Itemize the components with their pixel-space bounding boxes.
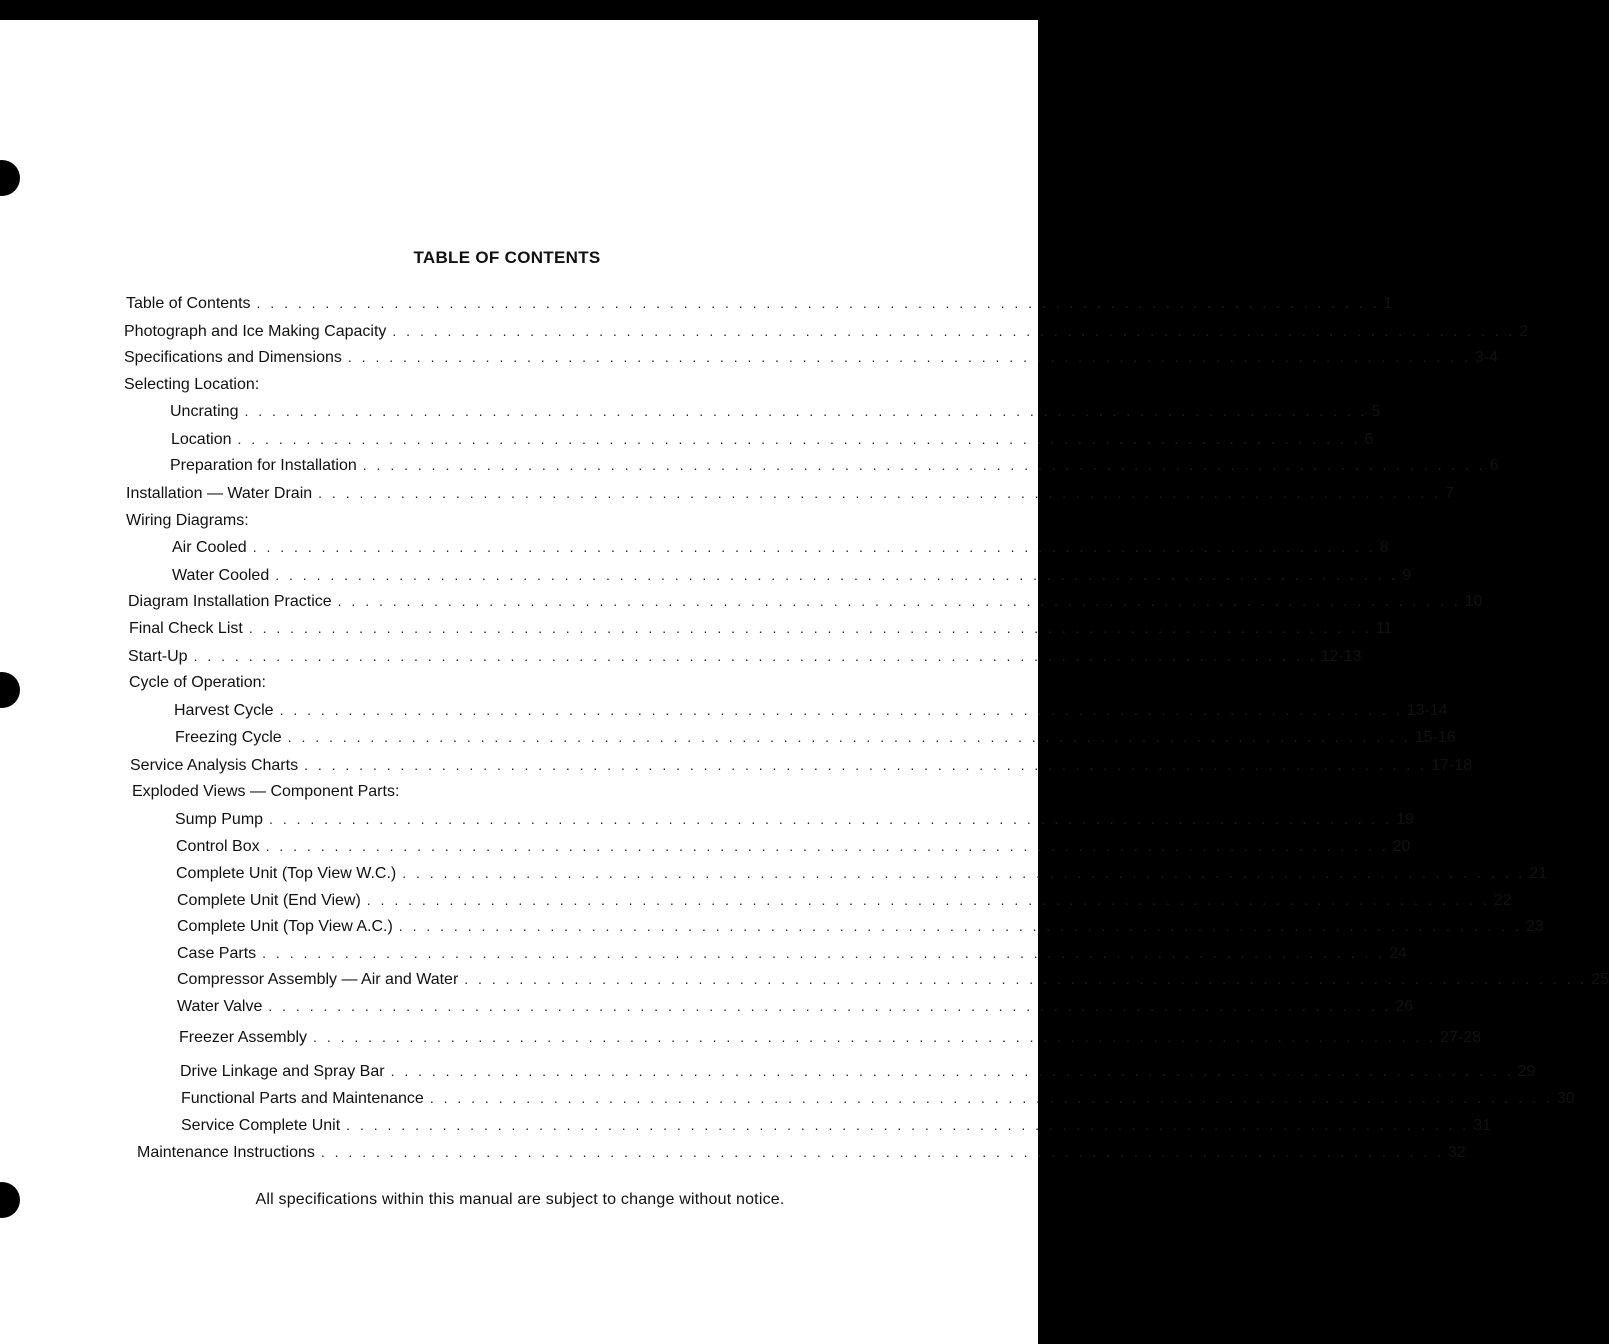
toc-entry-page: 3-4 <box>1474 349 1499 366</box>
toc-entry <box>174 700 1448 720</box>
dot-leader: . . . . . . . . . . . . . . . . . . . . . . . . . . . . . . . . . . . . . . . . . . . . . . . . . . . . . . . . . . . . . . . . . . . . . . . . . . . . . . . . . . <box>318 485 1442 501</box>
dot-leader: . . . . . . . . . . . . . . . . . . . . . . . . . . . . . . . . . . . . . . . . . . . . . . . . . . . . . . . . . . . . . . . . . . . . . . . . . . . . . . . . . . <box>262 945 1386 961</box>
toc-entry <box>180 1061 1536 1081</box>
toc-entry <box>171 429 1374 449</box>
toc-entry-page: 19 <box>1396 811 1414 828</box>
dot-leader: . . . . . . . . . . . . . . . . . . . . . . . . . . . . . . . . . . . . . . . . . . . . . . . . . . . . . . . . . . . . . . . . . . . . . . . . . . . . . . . . . . <box>304 757 1428 773</box>
toc-entry-page: 7 <box>1445 485 1455 502</box>
toc-entry-label: Freezing Cycle <box>175 729 282 746</box>
toc-entry <box>177 943 1407 963</box>
dot-leader: . . . . . . . . . . . . . . . . . . . . . . . . . . . . . . . . . . . . . . . . . . . . . . . . . . . . . . . . . . . . . . . . . . . . . . . . . . . . . . . . . . <box>256 295 1380 311</box>
dot-leader: . . . . . . . . . . . . . . . . . . . . . . . . . . . . . . . . . . . . . . . . . . . . . . . . . . . . . . . . . . . . . . . . . . . . . . . . . . . . . . . . . . <box>268 998 1392 1014</box>
document-page <box>0 20 1609 1344</box>
dot-leader: . . . . . . . . . . . . . . . . . . . . . . . . . . . . . . . . . . . . . . . . . . . . . . . . . . . . . . . . . . . . . . . . . . . . . . . . . . . . . . . . . . <box>402 865 1526 881</box>
toc-entry-label: Service Complete Unit <box>181 1117 341 1134</box>
toc-entry-label: Installation — Water Drain <box>126 485 313 502</box>
toc-entry-label: Case Parts <box>177 945 257 962</box>
toc-entry-label: Functional Parts and Maintenance <box>181 1090 424 1107</box>
dot-leader: . . . . . . . . . . . . . . . . . . . . . . . . . . . . . . . . . . . . . . . . . . . . . . . . . . . . . . . . . . . . . . . . . . . . . . . . . . . . . . . . . . <box>320 1144 1444 1160</box>
toc-entry-label: Location <box>171 431 232 448</box>
toc-entry <box>176 863 1548 883</box>
toc-entry <box>172 565 1412 585</box>
toc-entry-page: 24 <box>1389 945 1407 962</box>
dot-leader: . . . . . . . . . . . . . . . . . . . . . . . . . . . . . . . . . . . . . . . . . . . . . . . . . . . . . . . . . . . . . . . . . . . . . . . . . . . . . . . . . . <box>269 811 1393 827</box>
toc-entry-page: 6 <box>1489 457 1499 474</box>
toc-entry <box>170 455 1499 475</box>
toc-entry <box>126 293 1393 313</box>
toc-entry-page: 32 <box>1447 1144 1466 1161</box>
toc-entry-label: Final Check List <box>129 620 243 637</box>
toc-entry-label: Sump Pump <box>175 811 264 828</box>
toc-entry-label: Air Cooled <box>172 539 247 556</box>
toc-entry-page: 22 <box>1493 892 1512 909</box>
dot-leader: . . . . . . . . . . . . . . . . . . . . . . . . . . . . . . . . . . . . . . . . . . . . . . . . . . . . . . . . . . . . . . . . . . . . . . . . . . . . . . . . . . <box>248 620 1372 636</box>
dot-leader: . . . . . . . . . . . . . . . . . . . . . . . . . . . . . . . . . . . . . . . . . . . . . . . . . . . . . . . . . . . . . . . . . . . . . . . . . . . . . . . . . . <box>347 349 1471 365</box>
toc-entry-label: Photograph and Ice Making Capacity <box>124 323 387 340</box>
toc-entry <box>177 969 1609 989</box>
dot-leader: . . . . . . . . . . . . . . . . . . . . . . . . . . . . . . . . . . . . . . . . . . . . . . . . . . . . . . . . . . . . . . . . . . . . . . . . . . . . . . . . . . <box>313 1029 1437 1045</box>
toc-entry-page: 29 <box>1517 1063 1536 1080</box>
toc-entry-label: Selecting Location: <box>124 376 260 393</box>
toc-entry <box>177 996 1414 1016</box>
dot-leader: . . . . . . . . . . . . . . . . . . . . . . . . . . . . . . . . . . . . . . . . . . . . . . . . . . . . . . . . . . . . . . . . . . . . . . . . . . . . . . . . . . <box>265 838 1389 854</box>
toc-entry-label: Drive Linkage and Spray Bar <box>180 1063 385 1080</box>
toc-entry-page: 15-16 <box>1414 729 1456 746</box>
toc-entry-page: 11 <box>1375 620 1393 637</box>
disclaimer-note: All specifications within this manual are subject to change without notice. <box>255 1191 785 1208</box>
toc-entry-page: 30 <box>1556 1090 1575 1107</box>
dot-leader: . . . . . . . . . . . . . . . . . . . . . . . . . . . . . . . . . . . . . . . . . . . . . . . . . . . . . . . . . . . . . . . . . . . . . . . . . . . . . . . . . . <box>398 918 1522 934</box>
toc-entry-label: Uncrating <box>170 403 239 420</box>
dot-leader: . . . . . . . . . . . . . . . . . . . . . . . . . . . . . . . . . . . . . . . . . . . . . . . . . . . . . . . . . . . . . . . . . . . . . . . . . . . . . . . . . . <box>237 431 1361 447</box>
toc-entry-page: 23 <box>1525 918 1544 935</box>
toc-entry-label: Compressor Assembly — Air and Water <box>177 971 459 988</box>
dot-leader: . . . . . . . . . . . . . . . . . . . . . . . . . . . . . . . . . . . . . . . . . . . . . . . . . . . . . . . . . . . . . . . . . . . . . . . . . . . . . . . . . . <box>390 1063 1514 1079</box>
toc-entry-label: Exploded Views — Component Parts: <box>132 783 400 800</box>
toc-entry-label: Complete Unit (Top View W.C.) <box>176 865 397 882</box>
toc-entry-label: Table of Contents <box>126 295 251 312</box>
toc-entry-label: Maintenance Instructions <box>137 1144 315 1161</box>
dot-leader: . . . . . . . . . . . . . . . . . . . . . . . . . . . . . . . . . . . . . . . . . . . . . . . . . . . . . . . . . . . . . . . . . . . . . . . . . . . . . . . . . . <box>362 457 1486 473</box>
toc-entry-label: Specifications and Dimensions <box>124 349 342 366</box>
toc-entry-page: 6 <box>1364 431 1374 448</box>
toc-entry-label: Cycle of Operation: <box>129 674 266 691</box>
toc-entry <box>179 1027 1481 1047</box>
dot-leader: . . . . . . . . . . . . . . . . . . . . . . . . . . . . . . . . . . . . . . . . . . . . . . . . . . . . . . . . . . . . . . . . . . . . . . . . . . . . . . . . . . <box>275 567 1399 583</box>
toc-entry-label: Harvest Cycle <box>174 702 274 719</box>
dot-leader: . . . . . . . . . . . . . . . . . . . . . . . . . . . . . . . . . . . . . . . . . . . . . . . . . . . . . . . . . . . . . . . . . . . . . . . . . . . . . . . . . . <box>287 729 1411 745</box>
toc-entry-label: Complete Unit (End View) <box>177 892 361 909</box>
toc-entry-page: 31 <box>1473 1117 1491 1134</box>
toc-entry-page: 27-28 <box>1440 1029 1481 1046</box>
toc-entry-page: 25 <box>1591 971 1609 988</box>
toc-entry-label: Start-Up <box>128 648 188 665</box>
dot-leader: . . . . . . . . . . . . . . . . . . . . . . . . . . . . . . . . . . . . . . . . . . . . . . . . . . . . . . . . . . . . . . . . . . . . . . . . . . . . . . . . . . <box>279 702 1403 718</box>
toc-entry <box>172 537 1389 557</box>
toc-section-heading <box>126 511 426 531</box>
dot-leader: . . . . . . . . . . . . . . . . . . . . . . . . . . . . . . . . . . . . . . . . . . . . . . . . . . . . . . . . . . . . . . . . . . . . . . . . . . . . . . . . . . <box>346 1117 1470 1133</box>
toc-entry <box>128 591 1483 611</box>
toc-entry-page: 8 <box>1379 539 1389 556</box>
toc-entry-label: Diagram Installation Practice <box>128 593 332 610</box>
toc-entry-label: Water Valve <box>177 998 263 1015</box>
toc-entry-label: Preparation for Installation <box>170 457 357 474</box>
toc-entry-page: 13-14 <box>1406 702 1448 719</box>
toc-entry-page: 10 <box>1464 593 1483 610</box>
toc-entry-page: 17-18 <box>1431 757 1472 774</box>
toc-entry-page: 2 <box>1519 323 1529 340</box>
toc-entry-page: 1 <box>1383 295 1393 312</box>
dot-leader: . . . . . . . . . . . . . . . . . . . . . . . . . . . . . . . . . . . . . . . . . . . . . . . . . . . . . . . . . . . . . . . . . . . . . . . . . . . . . . . . . . <box>392 323 1516 339</box>
toc-entry-label: Water Cooled <box>172 567 270 584</box>
toc-section-heading <box>132 782 532 802</box>
dot-leader: . . . . . . . . . . . . . . . . . . . . . . . . . . . . . . . . . . . . . . . . . . . . . . . . . . . . . . . . . . . . . . . . . . . . . . . . . . . . . . . . . . <box>193 648 1317 664</box>
toc-entry <box>124 321 1529 341</box>
toc-entry <box>124 347 1499 367</box>
toc-entry-page: 21 <box>1529 865 1548 882</box>
page-title: TABLE OF CONTENTS <box>413 248 601 267</box>
toc-entry-page: 9 <box>1402 567 1412 584</box>
toc-entry-label: Complete Unit (Top View A.C.) <box>177 918 393 935</box>
toc-entry-label: Control Box <box>176 838 260 855</box>
toc-section-heading <box>129 673 429 693</box>
toc-entry <box>181 1115 1491 1135</box>
toc-entry-page: 26 <box>1395 998 1414 1015</box>
toc-entry-label: Freezer Assembly <box>179 1029 308 1046</box>
toc-entry <box>126 483 1455 503</box>
toc-section-heading <box>124 375 424 395</box>
toc-entry <box>177 890 1512 910</box>
dot-leader: . . . . . . . . . . . . . . . . . . . . . . . . . . . . . . . . . . . . . . . . . . . . . . . . . . . . . . . . . . . . . . . . . . . . . . . . . . . . . . . . . . <box>464 971 1588 987</box>
toc-entry-page: 12-13 <box>1320 648 1362 665</box>
toc-entry <box>176 836 1411 856</box>
dot-leader: . . . . . . . . . . . . . . . . . . . . . . . . . . . . . . . . . . . . . . . . . . . . . . . . . . . . . . . . . . . . . . . . . . . . . . . . . . . . . . . . . . <box>252 539 1376 555</box>
binder-hole <box>0 672 20 708</box>
toc-entry-label: Service Analysis Charts <box>130 757 299 774</box>
toc-entry-label: Wiring Diagrams: <box>126 512 249 529</box>
toc-entry-page: 20 <box>1392 838 1411 855</box>
toc-entry <box>128 646 1362 666</box>
dot-leader: . . . . . . . . . . . . . . . . . . . . . . . . . . . . . . . . . . . . . . . . . . . . . . . . . . . . . . . . . . . . . . . . . . . . . . . . . . . . . . . . . . <box>244 403 1368 419</box>
dot-leader: . . . . . . . . . . . . . . . . . . . . . . . . . . . . . . . . . . . . . . . . . . . . . . . . . . . . . . . . . . . . . . . . . . . . . . . . . . . . . . . . . . <box>366 892 1490 908</box>
binder-hole <box>0 160 20 196</box>
toc-entry <box>170 401 1381 421</box>
toc-entry <box>181 1088 1575 1108</box>
toc-entry <box>137 1142 1466 1162</box>
toc-entry <box>177 916 1544 936</box>
toc-entry <box>129 618 1393 638</box>
dot-leader: . . . . . . . . . . . . . . . . . . . . . . . . . . . . . . . . . . . . . . . . . . . . . . . . . . . . . . . . . . . . . . . . . . . . . . . . . . . . . . . . . . <box>429 1090 1553 1106</box>
toc-entry-page: 5 <box>1371 403 1381 420</box>
toc-entry <box>130 755 1472 775</box>
toc-entry <box>175 727 1456 747</box>
dot-leader: . . . . . . . . . . . . . . . . . . . . . . . . . . . . . . . . . . . . . . . . . . . . . . . . . . . . . . . . . . . . . . . . . . . . . . . . . . . . . . . . . . <box>337 593 1461 609</box>
toc-entry <box>175 809 1414 829</box>
